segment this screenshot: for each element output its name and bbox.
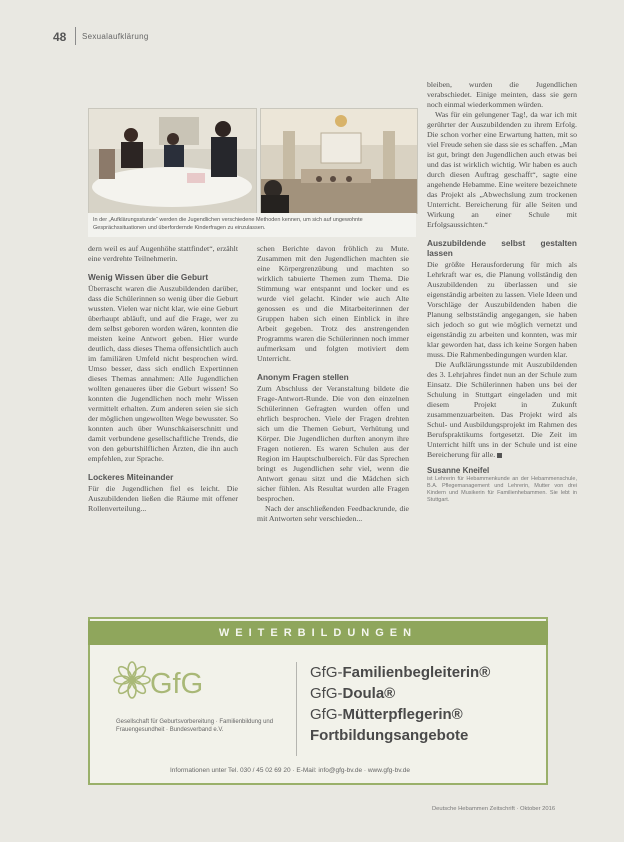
gfg-org-description: Gesellschaft für Geburtsvorbereitung · Familienbildung und Frauengesundheit · Bundesverband e.V.: [116, 719, 274, 733]
col3-paragraph-3: Die größte Herausforderung für mich als Lehrkraft war es, die Planung vollständig den Auszubildenden zu überlassen und sie eigenständig arbeiten zu lassen. Viele Ideen und Vorschläge der Auszubildenden haben die Planung selbstständig angegangen, sie haben sich jedoch so gut wie möglich vernetzt und eigenständig zu arbeiten und konnten, was mir klar geworden hat, dass ich keine Sorgen haben muss. Die Rahmenbedingungen wurden klar.: [427, 260, 577, 359]
offer-muetterpflegerin: GfG-Mütterpflegerin®: [310, 706, 463, 723]
end-mark-icon: [497, 453, 502, 458]
col2-paragraph-3: Nach der anschließenden Feedbackrunde, die mit Antworten sehr verschieden...: [257, 504, 409, 523]
photo-right: [260, 108, 418, 214]
header-divider: [75, 27, 76, 45]
col2-paragraph-2: Zum Abschluss der Veranstaltung bildete die Frage-Antwort-Runde. Die von den einzelnen Schülerinnen Gefragten wurden offen und ehrlich besprochen. Viele der Fragen drehten sich um die Themen Geburt, Verhütung und Körper. Die Jugendlichen durften anonym ihre Fragen notieren. Es waren Schulen aus der Region im Hauptschulbereich. Für das Sprechen bringt es Jugendlichen sehr viel, wenn die Antwort genau sitzt und die Mädchen sich sicher fühlen. Als Resultat wurden alle Fragen besprochen.: [257, 384, 409, 503]
col3-paragraph-1: bleiben, wurden die Jugendlichen verabschiedet. Einige meinten, dass sie gern noch einmal wiederkommen würden.: [427, 80, 577, 109]
photo-left: [88, 108, 257, 214]
col1-paragraph-2: Für die Jugendlichen fiel es leicht. Die Auszubildenden ließen die Räume mit offener Rollenverteilung...: [88, 484, 238, 513]
gfg-logo: GfG: [150, 668, 204, 700]
col3-heading-1: Auszubildende selbst gestalten lassen: [427, 238, 577, 258]
photo-caption: In der „Aufklärungsstunde“ werden die Jugendlichen verschiedene Methoden kennen, um sich auf ungewohnte Gesprächssituationen und überfordernde Kinderfragen zu einzulassen.: [88, 213, 416, 237]
gfg-flower-icon: [112, 660, 152, 700]
offer-fortbildungsangebote: Fortbildungsangebote: [310, 727, 469, 744]
col1-intro: dern weil es auf Augenhöhe stattfindet“, erzählt eine verdrehte Teilnehmerin.: [88, 244, 238, 263]
column-3: [427, 80, 577, 504]
col3-paragraph-4: Die Aufklärungsstunde mit Auszubildenden des 3. Lehrjahres findet nun an der Schule zum Einsatz. Die Schülerinnen haben uns bei der Schulung in Stuttgart eingeladen und mit diesem Projekt in Zukunft zusammenzuarbeiten. Das Projekt wird als Schul- und Ausbildungsprojekt im Rahmen des Berufspraktikums fortgesetzt. Die Zeit im Unterricht hilft uns in der Schule und ist eine Bereicherung für alle.: [427, 360, 577, 459]
col3-paragraph-2: Was für ein gelungener Tag!, da war ich mit gerührter der Auszubildenden zu ihrem Erfolg. Die schon vorher eine Erwartung hatten, mit so viel Freude sehen sie dass sie es schaffen. „Man ist gut, bringt den Jugendlichen auch etwas bei und das ist wirklich wichtig. Wir haben es auch durch diesen Auftrag geschafft“, sagte eine angehende Hebamme. Eine weitere bezeichnete das Projekt als „Abwechslung zum trockenen Unterricht. Bereicherung für alle Seiten und Wirkung an einer Schule mit Erfolgsaussichten.“: [427, 110, 577, 229]
col1-heading-1: Wenig Wissen über die Geburt: [88, 272, 209, 282]
author-name: Susanne Kneifel: [427, 466, 490, 475]
page-number: 48: [53, 30, 67, 44]
col2-paragraph-1: schen Berichte davon fröhlich zu Mute. Zusammen mit den Jugendlichen machten sie eine Körpergrenzübung und machten so wirklich tabuierte Themen zum Thema. Die Stimmung war entspannt und locker und es wurde viel gelacht. Kinder wie auch Alte genossen es und die Mitarbeiterinnen der Gruppen haben sich einen Einblick in ihre Arbeit gegeben. Trotz des anstrengenden Programms waren die Schülerinnen noch immer aufmerksam und folgten motiviert dem Unterricht.: [257, 244, 409, 363]
offer-familienbegleiterin: GfG-Familienbegleiterin®: [310, 664, 491, 681]
column-1: [88, 244, 238, 514]
col2-heading-1: Anonym Fragen stellen: [257, 372, 349, 382]
offer-doula: GfG-Doula®: [310, 685, 396, 702]
ad-contact: Informationen unter Tel. 030 / 45 02 69 20 · E-Mail: info@gfg-bv.de · www.gfg-bv.de: [170, 767, 411, 774]
column-2: [257, 244, 409, 524]
ad-divider: [296, 662, 297, 756]
author-bio: ist Lehrerin für Hebammenkunde an der Hebammenschule, B.A. Pflegemanagement und Lehrerin, Mutter von drei Kindern und Musikerin für Familienhebammen. Sie lebt in Stuttgart.: [427, 476, 577, 503]
section-label: Sexualaufklärung: [82, 32, 149, 41]
col1-paragraph-1: Überrascht waren die Auszubildenden darüber, dass die Schülerinnen so wenig über die Geburt wussten. Vielen war nicht klar, wie eine Geburt überhaupt abläuft, und auf die Frage, wer zu dem selbst geboren worden wären, konnten die meisten keine Antwort geben. Hier wurde deutlich, dass dieses Thema offensichtlich auch im familiären Umfeld nicht besprochen wird. Umso besser, dass sich endlich Expertinnen dieses Themas annahmen: Alle Jugendlichen wollten genaueres über die Geburt wissen! So konnten die Jugendlichen noch mehr Wissen vermittelt erhalten. Zum anderen seien sie sich der möglichen ungewollten Wege bewusster. So konnten auch über Wunschkaiserschnitt und damit verbundene gesellschaftliche Trends, die von den geburtshilflichen Ärzten, die ihn auch empfehlen, zur Sprache.: [88, 284, 238, 463]
col1-heading-2: Lockeres Miteinander: [88, 472, 174, 482]
ad-banner: WEITERBILDUNGEN: [88, 621, 548, 645]
footer: Deutsche Hebammen Zeitschrift · Oktober 2016: [432, 806, 556, 812]
